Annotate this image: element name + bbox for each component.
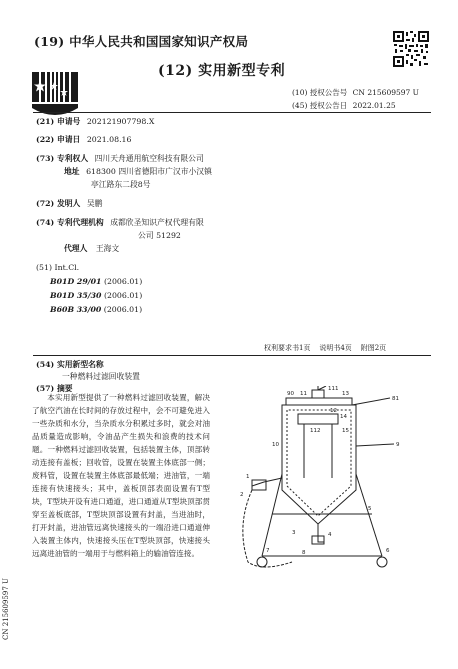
- ipc-code: B01D 35/30: [50, 291, 102, 300]
- application-date-row: [36, 134, 131, 145]
- publication-date-row: [292, 100, 396, 111]
- ipc-code: B01D 29/01: [50, 277, 102, 286]
- drawing-label: 2: [240, 492, 244, 498]
- agent-label: 代理人: [64, 244, 88, 253]
- ipc-entry: [50, 276, 142, 287]
- abstract-label-text: (57) 摘要: [36, 384, 73, 393]
- issuing-authority: (19) 中华人民共和国国家知识产权局: [34, 34, 249, 49]
- drawing-label: 6: [386, 548, 390, 554]
- address-row: [64, 166, 212, 177]
- agent: 王海文: [95, 244, 120, 253]
- publication-date-label: (45) 授权公告日: [292, 101, 348, 110]
- drawing-label: 14: [340, 414, 347, 420]
- inventor-label: (72) 发明人: [36, 199, 81, 208]
- drawing-label: 111: [328, 386, 339, 392]
- ipc-label: (51) Int.Cl.: [36, 263, 80, 272]
- drawing-label: 4: [328, 532, 332, 538]
- section-divider: [33, 355, 431, 356]
- drawing-label: 13: [342, 391, 349, 397]
- utility-model-title: 一种燃料过滤回收装置: [62, 372, 140, 381]
- drawing-label: 5: [368, 506, 372, 512]
- application-date: 2021.08.16: [86, 135, 132, 144]
- agency-line-1: 成都欣圣知识产权代理有限: [110, 218, 204, 227]
- ipc-code: B60B 33/00: [50, 305, 102, 314]
- drawing-label: 81: [392, 396, 399, 402]
- application-number-label: (21) 申请号: [36, 117, 81, 126]
- publication-number-label: (10) 授权公告号: [292, 88, 348, 97]
- drawing-label: 15: [342, 428, 349, 434]
- drawing-label: 9: [396, 442, 400, 448]
- qr-code-icon: [392, 30, 430, 68]
- drawing-label: 12: [330, 408, 337, 414]
- ipc-entry: [50, 304, 142, 315]
- drawing-label: 90: [287, 391, 294, 397]
- agency-row: [36, 217, 204, 228]
- abstract-text: 本实用新型提供了一种燃料过滤回收装置，解决了航空汽油在长时间的存放过程中，会不可避免进入一些杂质和水分，当杂质水分积累过多时，就会对油品质量造成影响，令油品产生损失和浪费的技术问题。一种燃料过滤回收装置，包括装置主体，顶部转动连接有盖板；回收管，设置在装置主体底部一侧；废料管，设置在装置主体底部最低端；进油管，一端连接有快速接头；其中，盖板顶部表面设置有T型块，T型块开设有进口通道，进口通道从T型块顶部贯穿至盖板底部，T型块顶部设置有封盖，当进油时，打开封盖，进油管远离快速接头的一端沿进口通道伸入装置主体内，快速接头压在T型块顶部，快速接头远离进油管的一端用于与燃料箱上的输油管连接。: [32, 393, 210, 558]
- ipc-version: (2006.01): [103, 277, 143, 286]
- page-count-note: 权利要求书1页 说明书4页 附图2页: [264, 344, 387, 352]
- application-number: 202121907798.X: [86, 117, 155, 126]
- application-number-row: [36, 116, 154, 127]
- patentee-label: (73) 专利权人: [36, 154, 89, 163]
- patentee-row: [36, 153, 204, 164]
- title-label-text: (54) 实用新型名称: [36, 360, 104, 369]
- ipc-version: (2006.01): [103, 305, 143, 314]
- address-label: 地址: [64, 167, 80, 176]
- publication-date: 2022.01.25: [352, 101, 396, 110]
- agency-line-2: 公司 51292: [138, 231, 181, 240]
- address-line-1: 618300 四川省德阳市广汉市小汉镇: [86, 167, 212, 176]
- device-drawing: [232, 386, 432, 572]
- inventor-row: [36, 198, 102, 209]
- ipc-entry: [50, 290, 142, 301]
- publication-number: CN 215609597 U: [352, 88, 420, 97]
- drawing-label: 8: [302, 550, 306, 556]
- ipc-version: (2006.01): [103, 291, 143, 300]
- drawing-label: 10: [272, 442, 279, 448]
- address-line-2: 亭江路东二段8号: [91, 180, 151, 189]
- header-divider: [33, 112, 431, 113]
- drawing-label: 112: [310, 428, 321, 434]
- drawing-label: 1: [246, 474, 250, 480]
- application-date-label: (22) 申请日: [36, 135, 81, 144]
- side-publication-number: CN 215609597 U: [2, 578, 10, 640]
- inventor: 吴鹏: [86, 199, 103, 208]
- patent-type-title: (12) 实用新型专利: [158, 63, 286, 79]
- agent-row: [64, 243, 119, 254]
- drawing-label: 11: [300, 391, 307, 397]
- publication-number-row: [292, 87, 419, 98]
- title-label: [36, 359, 104, 370]
- drawing-label: 3: [292, 530, 296, 536]
- agency-label: (74) 专利代理机构: [36, 218, 104, 227]
- patentee: 四川天舟通用航空科技有限公司: [94, 154, 204, 163]
- drawing-label: 7: [266, 548, 270, 554]
